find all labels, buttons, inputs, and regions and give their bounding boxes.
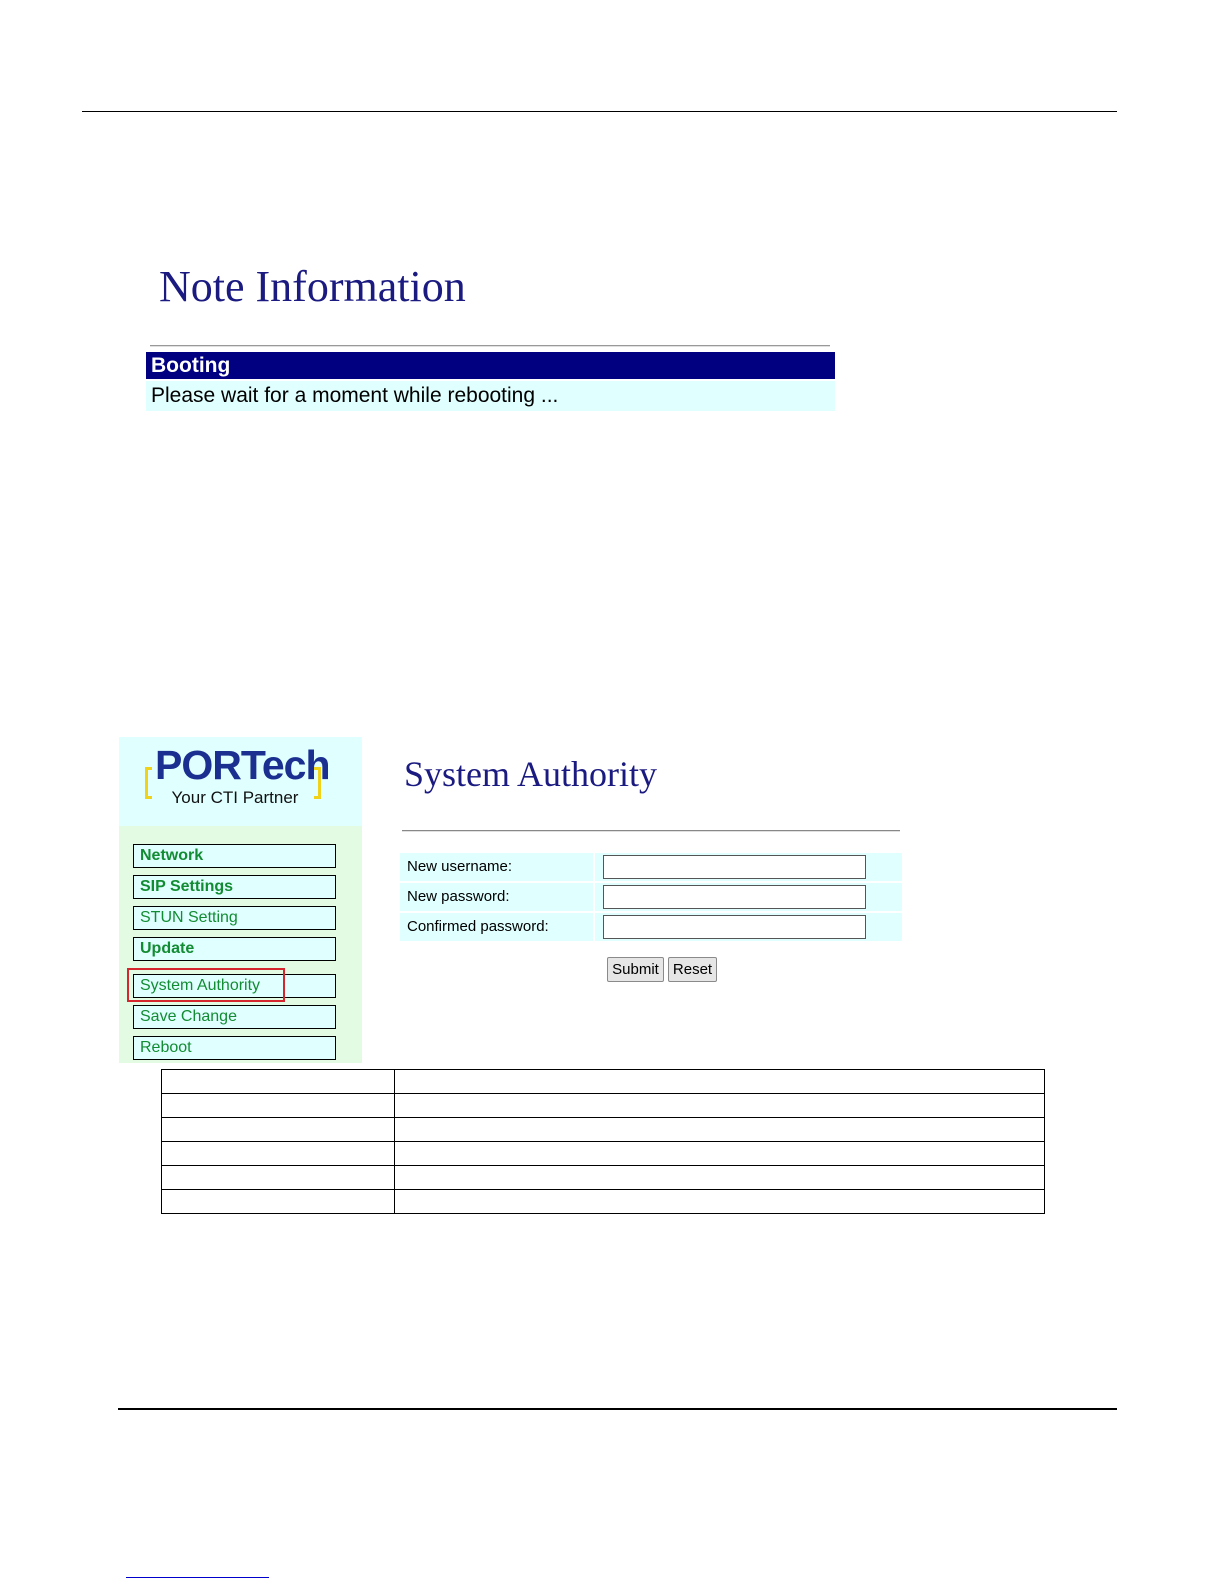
table-row: [162, 1142, 1045, 1166]
note-divider: [150, 345, 830, 347]
table-cell: [162, 1190, 395, 1214]
table-cell: [162, 1142, 395, 1166]
sidebar-item-stun-setting[interactable]: STUN Setting: [133, 906, 336, 930]
table-cell: [162, 1166, 395, 1190]
form-row-username: [400, 853, 902, 881]
confirm-password-label: Confirmed password:: [400, 913, 593, 941]
table-cell: [162, 1070, 395, 1094]
logo-brand: PORTech: [155, 742, 330, 788]
form-cell: [595, 883, 902, 911]
form-cell: [595, 853, 902, 881]
new-password-input[interactable]: [603, 885, 866, 909]
logo-bracket-left-icon: [145, 767, 152, 799]
table-cell: [395, 1166, 1045, 1190]
logo-tagline: Your CTI Partner: [171, 788, 299, 807]
page-bottom-rule: [118, 1408, 1117, 1410]
sidebar-item-sip-settings[interactable]: SIP Settings: [133, 875, 336, 899]
description-table: [161, 1069, 1045, 1214]
reset-button[interactable]: Reset: [668, 957, 717, 982]
sidebar-item-update[interactable]: Update: [133, 937, 336, 961]
sidebar-item-network[interactable]: Network: [133, 844, 336, 868]
note-header: Booting: [146, 352, 835, 379]
confirmed-password-input[interactable]: [603, 915, 866, 939]
table-cell: [395, 1190, 1045, 1214]
username-label: New username:: [400, 853, 593, 881]
sidebar: [119, 737, 362, 1063]
submit-button[interactable]: Submit: [607, 957, 664, 982]
table-cell: [395, 1070, 1045, 1094]
form-row-confirm-password: [400, 913, 902, 941]
new-username-input[interactable]: [603, 855, 866, 879]
note-message: Please wait for a moment while rebooting ...: [146, 381, 835, 411]
table-row: [162, 1094, 1045, 1118]
sidebar-item-save-change[interactable]: Save Change: [133, 1005, 336, 1029]
page-top-rule: [82, 111, 1117, 112]
note-title: Note Information: [159, 262, 466, 311]
form-row-password: [400, 883, 902, 911]
table-cell: [162, 1118, 395, 1142]
table-cell: [395, 1142, 1045, 1166]
table-row: [162, 1118, 1045, 1142]
form-cell: [595, 913, 902, 941]
title-divider: [402, 830, 900, 832]
password-label: New password:: [400, 883, 593, 911]
page-title: System Authority: [404, 754, 658, 794]
footer-link-underline: [126, 1577, 269, 1578]
table-row: [162, 1070, 1045, 1094]
logo: [119, 737, 362, 826]
table-cell: [395, 1118, 1045, 1142]
table-row: [162, 1166, 1045, 1190]
table-cell: [395, 1094, 1045, 1118]
table-cell: [162, 1094, 395, 1118]
sidebar-item-system-authority[interactable]: System Authority: [133, 974, 336, 998]
sidebar-item-reboot[interactable]: Reboot: [133, 1036, 336, 1060]
table-row: [162, 1190, 1045, 1214]
